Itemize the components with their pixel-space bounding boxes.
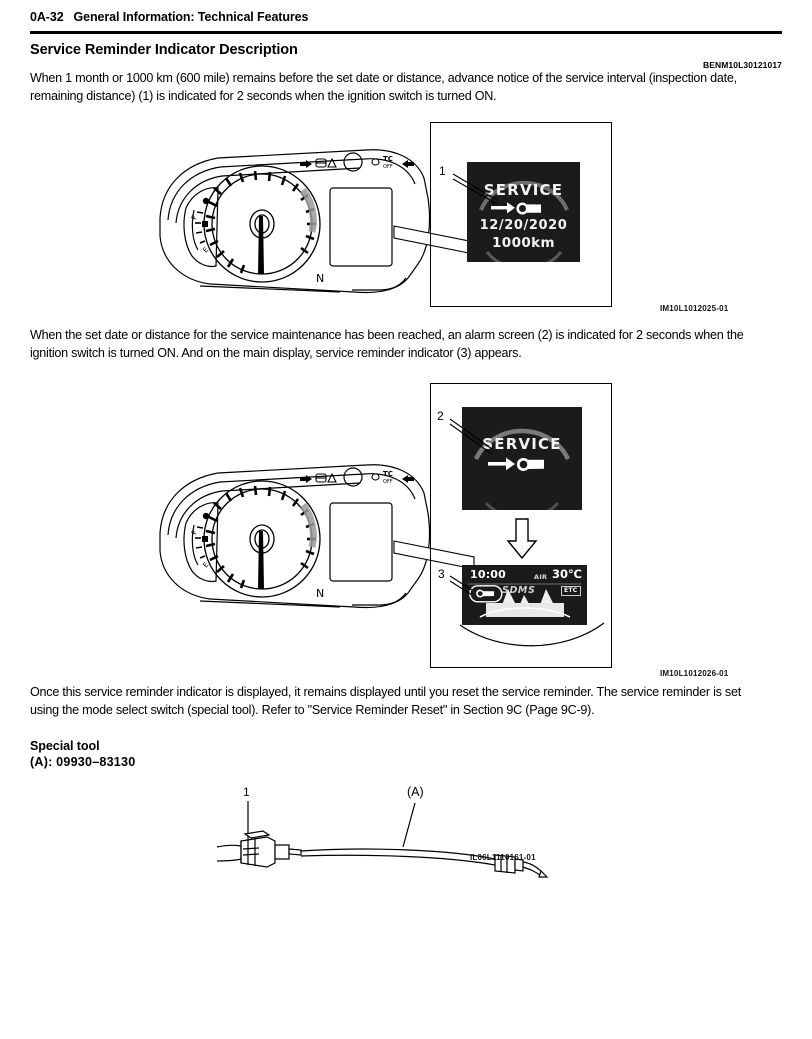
svg-text:TC: TC <box>383 470 393 478</box>
paragraph-advance-notice: When 1 month or 1000 km (600 mile) remains before the set date or distance, advance notice of the service interval (inspection date, remaining distance) (1) is indicated for 2 seconds when the ignition switch is turned ON. <box>30 71 737 103</box>
main-display-bezel-curve <box>458 619 618 659</box>
neutral-indicator-label-2: N <box>316 587 325 600</box>
mode-select-switch-illustration <box>215 797 575 887</box>
special-tool-heading: Special tool <box>30 739 100 753</box>
page-number: 0A-32 <box>30 10 64 24</box>
special-tool-number: (A): 09930–83130 <box>30 755 136 769</box>
main-display-clock: 10:00 <box>470 568 507 581</box>
header-title: General Information: Technical Features <box>73 10 309 24</box>
main-display-air-label: AIR <box>534 573 548 581</box>
figure2-callout2-leader <box>448 415 508 459</box>
figure3-callout-1: 1 <box>243 785 250 799</box>
figure-special-tool <box>215 785 575 880</box>
figure2-callout-3: 3 <box>438 567 445 581</box>
transition-down-arrow-icon <box>505 517 539 561</box>
alarm-service-text: SERVICE <box>482 435 562 453</box>
display-service-date: 12/20/2020 <box>479 218 568 233</box>
svg-text:F: F <box>190 214 199 221</box>
figure1-callout-leader <box>451 170 511 210</box>
header-rule <box>30 31 782 34</box>
main-display-sdms-logo: SDMS <box>502 585 536 596</box>
svg-text:TC: TC <box>383 155 393 163</box>
main-display-temperature: 30℃ <box>552 567 582 581</box>
svg-text:F: F <box>190 529 199 536</box>
figure3-code: IL06L1110161-01 <box>470 853 536 862</box>
svg-text:OFF: OFF <box>383 164 393 170</box>
main-display-etc-badge: ETC <box>561 586 581 596</box>
figure2-callout-2: 2 <box>437 409 444 423</box>
paragraph-reset-instructions: Once this service reminder indicator is displayed, it remains displayed until you reset the service reminder. The service reminder is set using the mode select switch (special tool). Refer to "Service Reminder Reset" in Section 9C (Page 9C-9). <box>30 685 741 717</box>
display-service-distance: 1000km <box>491 235 556 251</box>
figure3-callout-A: (A) <box>407 785 424 799</box>
figure-alarm-and-main-display <box>140 383 780 683</box>
figure2-callout3-leader <box>448 573 488 603</box>
svg-text:E: E <box>201 560 211 570</box>
paragraph-alarm-screen: When the set date or distance for the service maintenance has been reached, an alarm screen (2) is indicated for 2 seconds when the ignition switch is turned ON. And on the main display, service reminder indicator (3) appears. <box>30 328 744 360</box>
section-doc-code: BENM10L30121017 <box>703 60 782 70</box>
neutral-indicator-label: N <box>316 272 325 285</box>
figure1-callout-1: 1 <box>439 164 446 178</box>
svg-text:E: E <box>201 245 211 255</box>
page-header <box>30 10 782 24</box>
svg-text:OFF: OFF <box>383 479 393 485</box>
display-service-text: SERVICE <box>483 181 564 199</box>
figure2-code: IM10L1012026-01 <box>660 669 729 678</box>
figure-advance-notice <box>140 118 780 318</box>
section-title: Service Reminder Indicator Description <box>30 42 298 58</box>
figure1-code: IM10L1012025-01 <box>660 304 729 313</box>
